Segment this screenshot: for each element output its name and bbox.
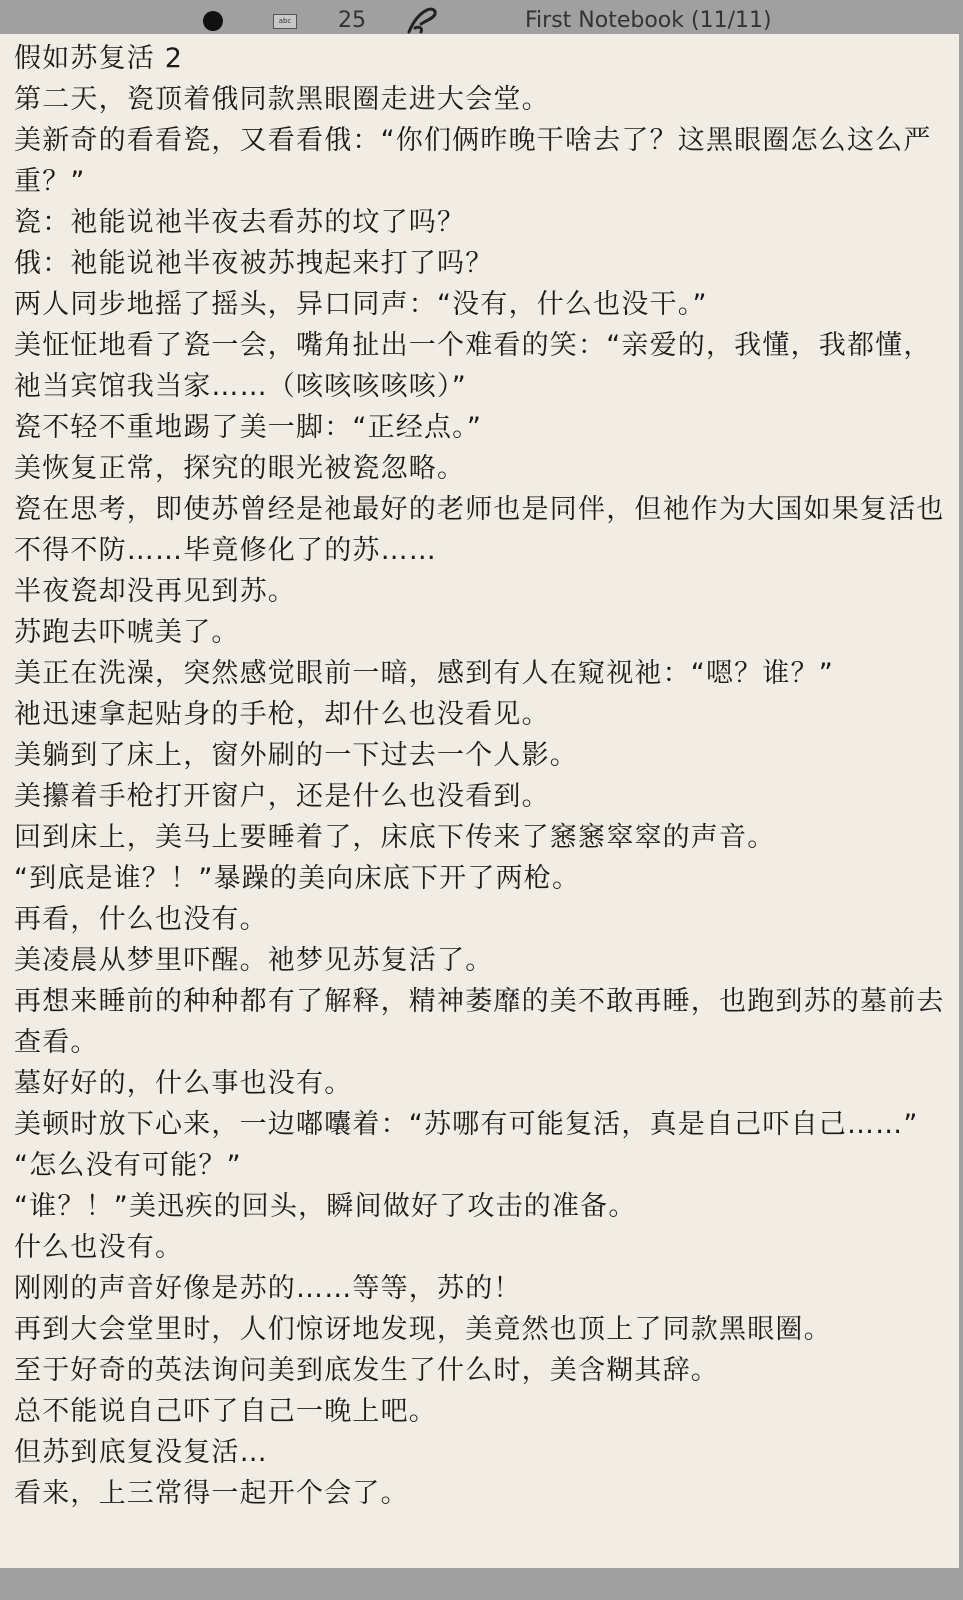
paragraph: 美顿时放下心来，一边嘟囔着：“苏哪有可能复活，真是自己吓自己……”	[14, 1109, 919, 1140]
record-dot-icon[interactable]	[203, 11, 223, 31]
paragraph: 瓷：祂能说祂半夜去看苏的坟了吗？	[14, 207, 466, 238]
paragraph: 至于好奇的英法询问美到底发生了什么时，美含糊其辞。	[14, 1355, 719, 1386]
note-page[interactable]	[0, 34, 959, 1568]
paragraph: 瓷不轻不重地踢了美一脚：“正经点。”	[14, 412, 483, 443]
paragraph: 再想来睡前的种种都有了解释，精神萎靡的美不敢再睡，也跑到苏的墓前去查看。	[14, 986, 945, 1058]
paragraph: 看来，上三常得一起开个会了。	[14, 1478, 409, 1509]
paragraph: 美凌晨从梦里吓醒。祂梦见苏复活了。	[14, 945, 494, 976]
note-text	[14, 38, 946, 1514]
paragraph: “怎么没有可能？”	[14, 1150, 242, 1181]
paragraph: 半夜瓷却没再见到苏。	[14, 576, 296, 607]
paragraph: 墓好好的，什么事也没有。	[14, 1068, 353, 1099]
pen-icon[interactable]	[405, 4, 441, 36]
paragraph: 苏跑去吓唬美了。	[14, 617, 240, 648]
paragraph: 美躺到了床上，窗外刷的一下过去一个人影。	[14, 740, 578, 771]
paragraph: 回到床上，美马上要睡着了，床底下传来了窸窸窣窣的声音。	[14, 822, 776, 853]
paragraph: 再看，什么也没有。	[14, 904, 268, 935]
paragraph: 美正在洗澡，突然感觉眼前一暗，感到有人在窥视祂：“嗯？谁？”	[14, 658, 834, 689]
paragraph: 美怔怔地看了瓷一会，嘴角扯出一个难看的笑：“亲爱的，我懂，我都懂，祂当宾馆我当家……（咳咳咳咳咳）”	[14, 330, 932, 402]
paragraph: “到底是谁？！”暴躁的美向床底下开了两枪。	[14, 863, 581, 894]
paragraph: 祂迅速拿起贴身的手枪，却什么也没看见。	[14, 699, 550, 730]
page-number: 25	[338, 8, 366, 33]
notebook-title: First Notebook (11/11)	[525, 8, 772, 33]
keyboard-icon[interactable]: abc	[273, 14, 297, 29]
paragraph: 美恢复正常，探究的眼光被瓷忽略。	[14, 453, 466, 484]
paragraph: 美攥着手枪打开窗户，还是什么也没看到。	[14, 781, 550, 812]
paragraph: 再到大会堂里时，人们惊讶地发现，美竟然也顶上了同款黑眼圈。	[14, 1314, 832, 1345]
paragraph: 什么也没有。	[14, 1232, 184, 1263]
paragraph: 刚刚的声音好像是苏的……等等，苏的！	[14, 1273, 522, 1304]
paragraph: 俄：祂能说祂半夜被苏拽起来打了吗？	[14, 248, 494, 279]
story-title: 假如苏复活 2	[14, 43, 184, 74]
paragraph: 两人同步地摇了摇头，异口同声：“没有，什么也没干。”	[14, 289, 708, 320]
paragraph: 美新奇的看看瓷，又看看俄：“你们俩昨晚干啥去了？这黑眼圈怎么这么严重？”	[14, 125, 932, 197]
bottom-bar	[0, 1568, 963, 1600]
paragraph: 瓷在思考，即使苏曾经是祂最好的老师也是同伴，但祂作为大国如果复活也不得不防……毕竟修化了的苏……	[14, 494, 945, 566]
paragraph: 但苏到底复没复活…	[14, 1437, 268, 1468]
paragraph: “谁？！”美迅疾的回头，瞬间做好了攻击的准备。	[14, 1191, 637, 1222]
paragraph: 总不能说自己吓了自己一晚上吧。	[14, 1396, 437, 1427]
paragraph: 第二天，瓷顶着俄同款黑眼圈走进大会堂。	[14, 84, 550, 115]
